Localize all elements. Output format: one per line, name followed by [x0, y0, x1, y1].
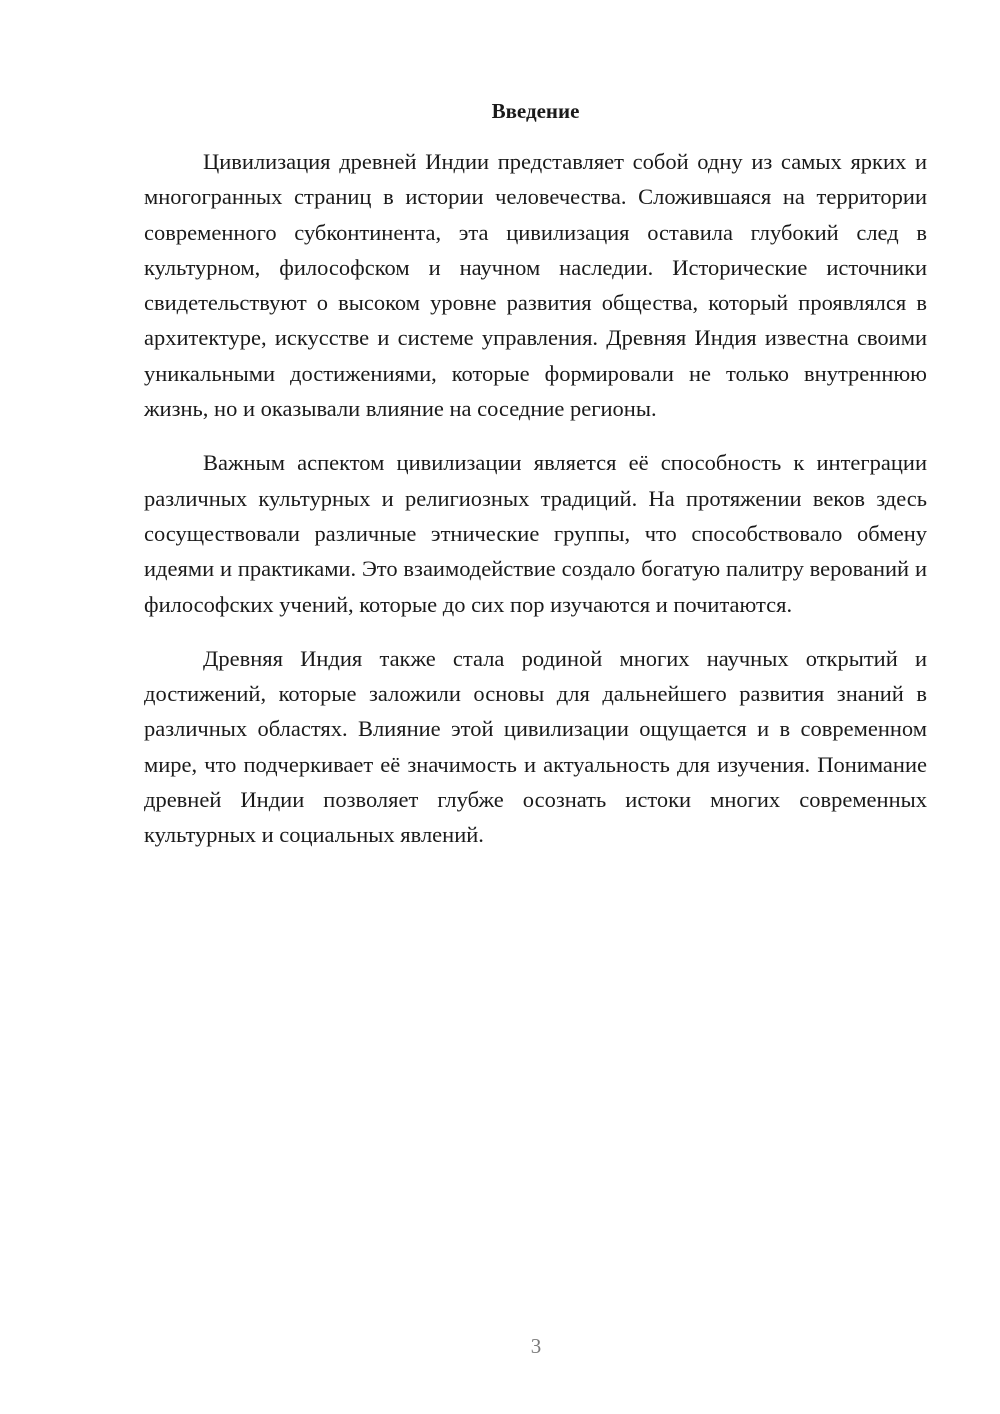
- page-number: 3: [530, 1334, 542, 1358]
- page-content: [144, 96, 927, 872]
- section-heading: Введение: [491, 99, 580, 123]
- paragraph-1: Цивилизация древней Индии представляет собой одну из самых ярких и многогранных страниц в истории человечества. Сложившаяся на территории современного субконтинента, эта цивилизация оставила глубокий след в культурном, философском и научном наследии. Исторические источники свидетельствуют о высоком уровне развития общества, который проявлялся в архитектуре, искусстве и системе управления. Древняя Индия известна своими уникальными достижениями, которые формировали не только внутреннюю жизнь, но и оказывали влияние на соседние регионы.: [144, 149, 927, 422]
- paragraph-2: Важным аспектом цивилизации является её способность к интеграции различных культурных и религиозных традиций. На протяжении веков здесь сосуществовали различные этнические группы, что способствовало обмену идеями и практиками. Это взаимодействие создало богатую палитру верований и философских учений, которые до сих пор изучаются и почитаются.: [144, 450, 927, 617]
- paragraph-3: Древняя Индия также стала родиной многих научных открытий и достижений, которые заложили основы для дальнейшего развития знаний в различных областях. Влияние этой цивилизации ощущается и в современном мире, что подчеркивает её значимость и актуальность для изучения. Понимание древней Индии позволяет глубже осознать истоки многих современных культурных и социальных явлений.: [144, 645, 927, 848]
